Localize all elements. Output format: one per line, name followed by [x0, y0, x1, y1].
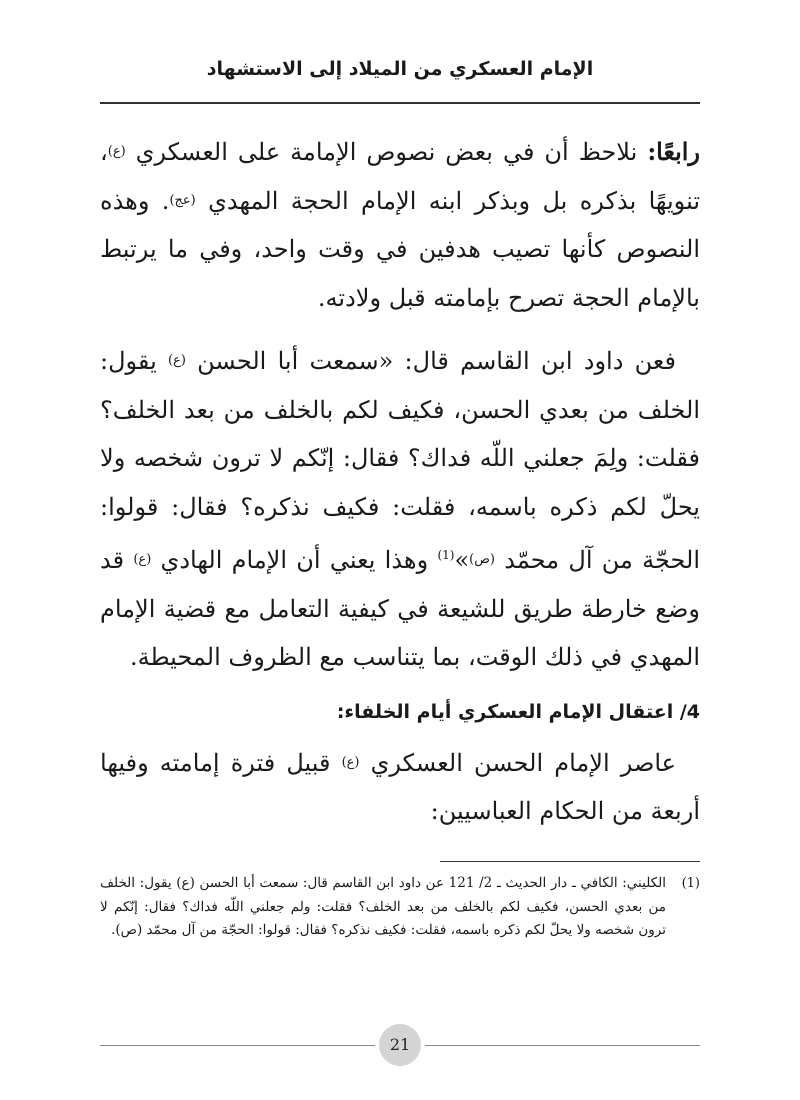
- paragraph-1-text-b: ، تنويهًا بذكره بل وبذكر ابنه الإمام الحجة المهدي: [100, 138, 700, 215]
- paragraph-3-text-a: عاصر الإمام الحسن العسكري: [359, 748, 676, 777]
- paragraph-2-text-e: قد وضع خارطة طريق للشيعة في كيفية التعامل مع قضية الإمام المهدي في ذلك الوقت، بما يتناسب مع الظروف المحيطة.: [100, 546, 700, 671]
- paragraph-2-text-d: وهذا يعني أن الإمام الهادي: [151, 546, 438, 574]
- paragraph-2-text-b: يقول: الخلف من بعدي الحسن، فكيف لكم بالخلف من بعد الخلف؟ فقلت: ولِمَ جعلني اللّه فداك؟ فقال: إنّكم لا ترون شخصه ولا يحلّ لكم ذكره باسمه، فقلت: فكيف نذكره؟ فقال: قولوا: الحجّة من آل محمّد: [100, 347, 700, 574]
- paragraph-1-text-a: نلاحظ أن في بعض نصوص الإمامة على العسكري: [125, 138, 648, 166]
- footer-rule-right: [425, 1045, 700, 1046]
- footnotes: [100, 872, 700, 943]
- paragraph-2: [100, 337, 700, 682]
- footnote-item: [100, 872, 700, 943]
- honorific-mark: (ع): [168, 353, 186, 368]
- footer-rule-left: [100, 1045, 375, 1046]
- paragraph-lead-word: رابعًا:: [647, 137, 700, 166]
- honorific-mark: (ع): [341, 754, 360, 770]
- paragraph-1: [100, 128, 700, 322]
- header-rule: [100, 102, 700, 104]
- honorific-mark: (عج): [169, 192, 196, 208]
- honorific-mark: (ع): [133, 552, 152, 567]
- body-text: [100, 128, 700, 851]
- footnote-reference[interactable]: (1): [437, 548, 455, 562]
- paragraph-1-text-c: . وهذه النصوص كأنها تصيب هدفين في وقت واحد، وفي ما يرتبط بالإمام الحجة تصرح بإمامته قبل ولادته.: [100, 186, 700, 312]
- paragraph-2-text-a: فعن داود ابن القاسم قال: «سمعت أبا الحسن: [185, 347, 676, 375]
- running-header: الإمام العسكري من الميلاد إلى الاستشهاد: [206, 58, 594, 80]
- paragraph-3: [100, 739, 700, 836]
- footnote-separator: [440, 861, 700, 862]
- footnote-number: (1): [681, 876, 700, 891]
- paragraph-2-text-c: »: [454, 546, 470, 574]
- paragraph-3-text-b: قبيل فترة إمامته وفيها أربعة من الحكام العباسيين:: [100, 748, 700, 825]
- honorific-mark: (ص): [469, 552, 496, 567]
- section-heading: 4/ اعتقال الإمام العسكري أيام الخلفاء:: [336, 700, 700, 723]
- footnote-text: الكليني: الكافي ـ دار الحديث ـ 2/ 121 عن داود ابن القاسم قال: سمعت أبا الحسن (ع) يقول: الخلف من بعدي الحسن، فكيف لكم بالخلف من بعد الخلف؟ فقلت: ولم جعلني اللّه فداك؟ فقال: إنّكم لا ترون شخصه ولا يحلّ لكم ذكره باسمه، فقلت: فكيف نذكره؟ فقال: قولوا: الحجّة من آل محمّد (ص).: [100, 875, 666, 938]
- honorific-mark: (ع): [107, 144, 126, 159]
- page-number: 21: [379, 1024, 421, 1066]
